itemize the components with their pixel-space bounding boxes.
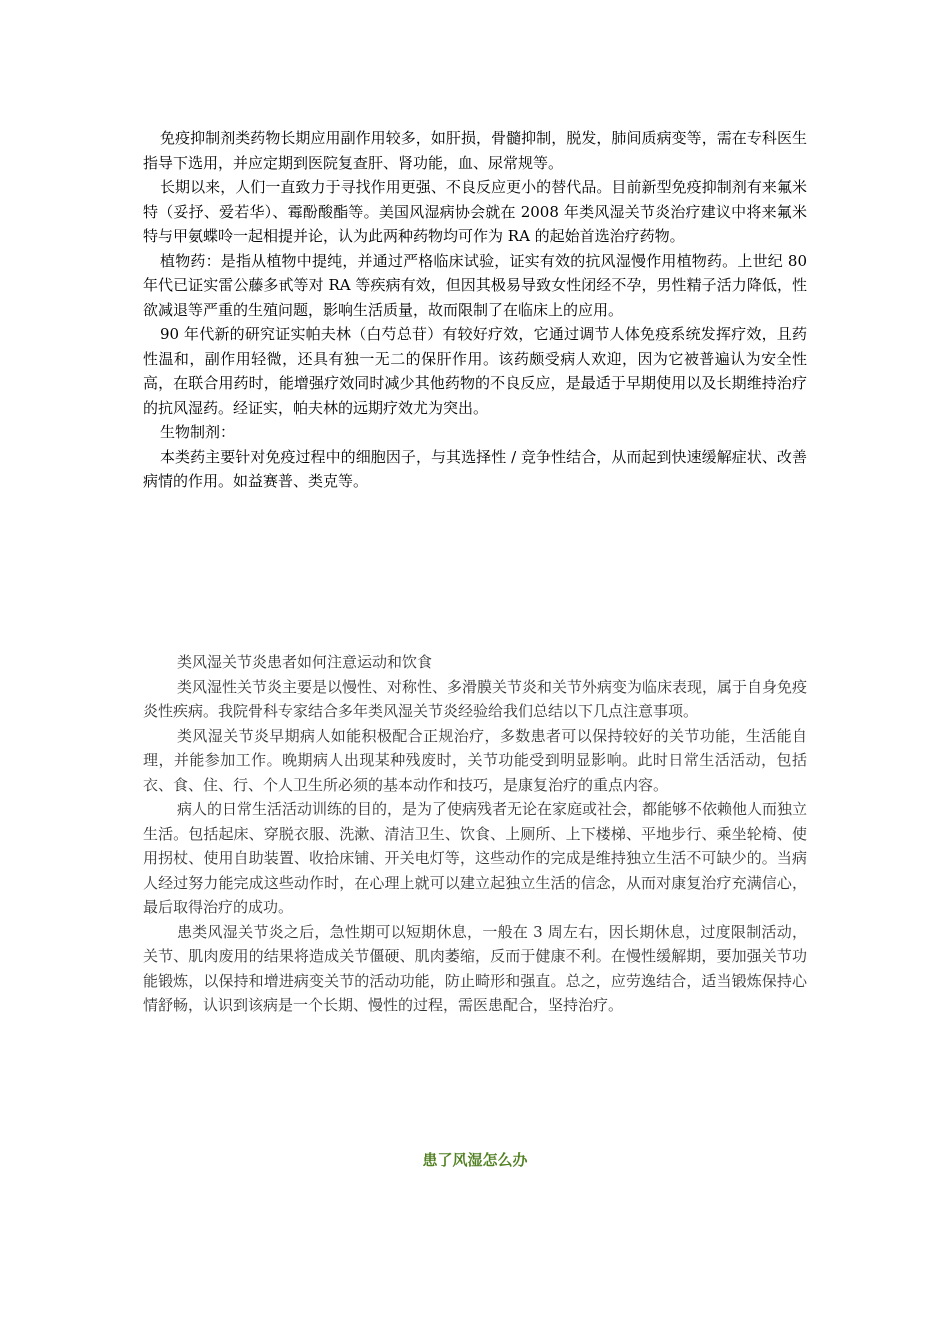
paragraph: 植物药：是指从植物中提纯，并通过严格临床试验，证实有效的抗风湿慢作用植物药。上世纪 80 年代已证实雷公藤多甙等对 RA 等疾病有效，但因其极易导致女性闭经不孕，男性精子活力降低，性欲减退等严重的生殖问题，影响生活质量，故而限制了在临床上的应用。: [143, 251, 807, 319]
section-exercise-diet: [143, 650, 807, 1018]
paragraph: 患类风湿关节炎之后，急性期可以短期休息，一般在 3 周左右，因长期休息，过度限制活动，关节、肌肉废用的结果将造成关节僵硬、肌肉萎缩，反而于健康不利。在慢性缓解期，要加强关节功能锻炼，以保持和增进病变关节的活动功能，防止畸形和强直。总之，应劳逸结合，适当锻炼保持心情舒畅，认识到该病是一个长期、慢性的过程，需医患配合，坚持治疗。: [143, 922, 807, 1014]
paragraph: 90 年代新的研究证实帕夫林（白芍总苷）有较好疗效，它通过调节人体免疫系统发挥疗效，且药性温和，副作用轻微，还具有独一无二的保肝作用。该药颇受病人欢迎，因为它被普遍认为安全性高，在联合用药时，能增强疗效同时减少其他药物的不良反应，是最适于早期使用以及长期维持治疗的抗风湿药。经证实，帕夫林的远期疗效尤为突出。: [143, 325, 807, 417]
paragraph: 免疫抑制剂类药物长期应用副作用较多，如肝损，骨髓抑制，脱发，肺间质病变等，需在专科医生指导下选用，并应定期到医院复查肝、肾功能，血、尿常规等。: [143, 129, 807, 172]
heading: 患了风湿怎么办: [422, 1151, 528, 1169]
section-heading-rheumatism: [143, 1148, 807, 1172]
paragraph: 病人的日常生活活动训练的目的，是为了使病残者无论在家庭或社会，都能够不依赖他人而独立生活。包括起床、穿脱衣服、洗漱、清洁卫生、饮食、上厕所、上下楼梯、平地步行、乘坐轮椅、使用拐杖、使用自助装置、收拾床铺、开关电灯等，这些动作的完成是维持独立生活不可缺少的。当病人经过努力能完成这些动作时，在心理上就可以建立起独立生活的信念，从而对康复治疗充满信心，最后取得治疗的成功。: [143, 800, 808, 916]
section-immunosuppressants: [143, 126, 807, 494]
paragraph: 类风湿性关节炎主要是以慢性、对称性、多滑膜关节炎和关节外病变为临床表现，属于自身免疫炎性疾病。我院骨科专家结合多年类风湿关节炎经验给我们总结以下几点注意事项。: [143, 677, 808, 720]
paragraph: 长期以来，人们一直致力于寻找作用更强、不良反应更小的替代品。目前新型免疫抑制剂有来氟米特（妥抒、爱若华）、霉酚酸酯等。美国风湿病协会就在 2008 年类风湿关节炎治疗建议中将来氟米特与甲氨蝶呤一起相提并论，认为此两种药物均可作为 RA 的起始首选治疗药物。: [143, 178, 807, 245]
paragraph: 生物制剂：: [160, 423, 236, 441]
paragraph: 本类药主要针对免疫过程中的细胞因子，与其选择性 / 竞争性结合，从而起到快速缓解症状、改善病情的作用。如益赛普、类克等。: [143, 447, 807, 490]
paragraph: 类风湿关节炎早期病人如能积极配合正规治疗，多数患者可以保持较好的关节功能，生活能自理，并能参加工作。晚期病人出现某种残废时，关节功能受到明显影响。此时日常生活活动，包括衣、食、住、行、个人卫生所必须的基本动作和技巧，是康复治疗的重点内容。: [143, 726, 807, 794]
section-title: 类风湿关节炎患者如何注意运动和饮食: [177, 653, 433, 671]
